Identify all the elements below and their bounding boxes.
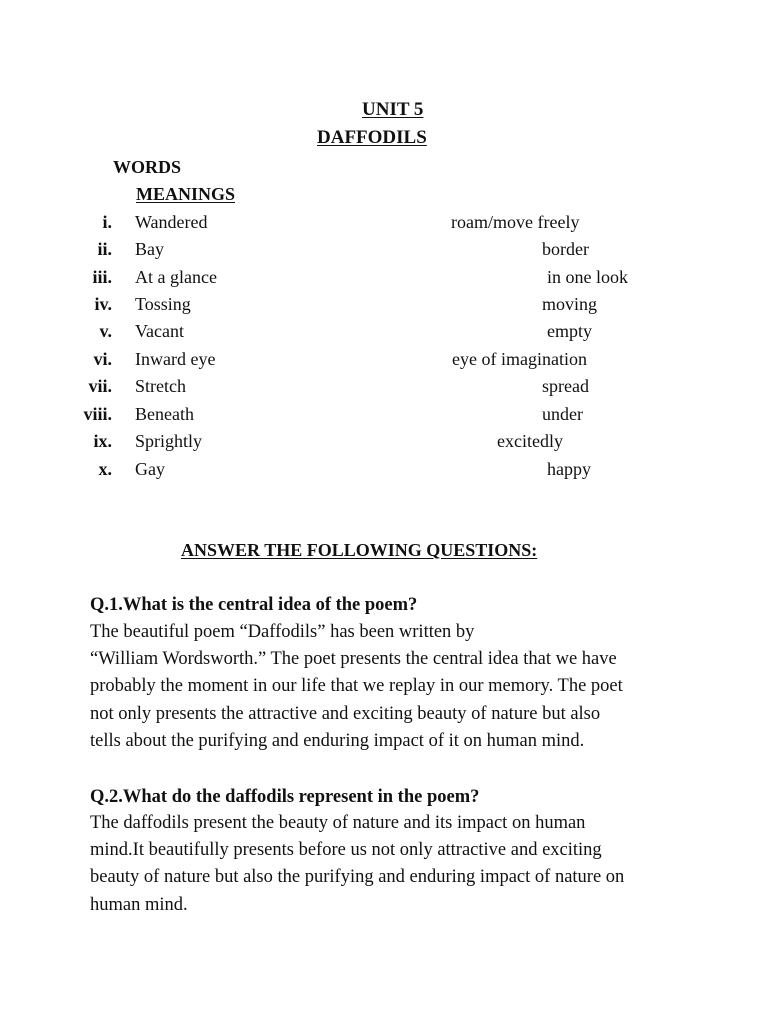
glossary-meaning: in one look <box>547 267 628 287</box>
row-number: viii. <box>83 404 112 424</box>
answer-2 <box>90 810 710 919</box>
answer-line: human mind. <box>90 894 188 915</box>
glossary-word: At a glance <box>135 267 217 287</box>
glossary-meaning: empty <box>547 321 592 341</box>
glossary-word: Gay <box>135 459 165 479</box>
answer-line: probably the moment in our life that we replay in our memory. The poet <box>90 676 623 697</box>
meanings-heading: MEANINGS <box>136 184 236 204</box>
glossary-word: Inward eye <box>135 349 216 369</box>
glossary-word: Tossing <box>135 294 191 314</box>
answer-line: “William Wordsworth.” The poet presents the central idea that we have <box>90 649 617 670</box>
glossary-word: Sprightly <box>135 431 203 451</box>
row-number: vi. <box>93 349 112 369</box>
glossary-meaning: excitedly <box>497 431 563 451</box>
glossary-word: Beneath <box>135 404 194 424</box>
row-number: iv. <box>94 294 112 314</box>
questions-heading: ANSWER THE FOLLOWING QUESTIONS: <box>181 540 538 560</box>
glossary-word: Vacant <box>135 321 184 341</box>
row-number: ix. <box>93 431 112 451</box>
row-number: i. <box>102 212 112 232</box>
glossary-meaning: eye of imagination <box>452 349 587 369</box>
row-number: vii. <box>88 376 112 396</box>
answer-1 <box>90 619 710 755</box>
glossary-word: Stretch <box>135 376 186 396</box>
unit-heading: UNIT 5 <box>362 99 424 120</box>
question-2: Q.2.What do the daffodils represent in the poem? <box>90 787 480 807</box>
answer-line: The daffodils present the beauty of nature and its impact on human <box>90 813 586 833</box>
answer-line: The beautiful poem “Daffodils” has been written by <box>90 622 475 642</box>
words-heading: WORDS <box>113 157 182 177</box>
glossary-meaning: under <box>542 404 583 424</box>
row-number: iii. <box>92 267 112 287</box>
glossary-meaning: border <box>542 239 589 259</box>
page-title: DAFFODILS <box>317 127 427 148</box>
answer-line: beauty of nature but also the purifying and enduring impact of nature on <box>90 867 625 888</box>
glossary-meaning: spread <box>542 376 589 396</box>
answer-line: tells about the purifying and enduring impact of it on human mind. <box>90 730 585 751</box>
row-number: v. <box>99 321 112 341</box>
glossary-word: Wandered <box>135 212 208 232</box>
answer-line: not only presents the attractive and exciting beauty of nature but also <box>90 703 601 724</box>
question-1: Q.1.What is the central idea of the poem? <box>90 595 418 615</box>
glossary-meaning: happy <box>547 459 591 479</box>
row-number: ii. <box>97 239 112 259</box>
glossary-meaning: moving <box>542 294 598 314</box>
answer-line: mind.It beautifully presents before us not only attractive and exciting <box>90 840 602 861</box>
row-number: x. <box>98 459 112 479</box>
glossary-meaning: roam/move freely <box>451 212 580 232</box>
glossary-word: Bay <box>135 239 164 259</box>
